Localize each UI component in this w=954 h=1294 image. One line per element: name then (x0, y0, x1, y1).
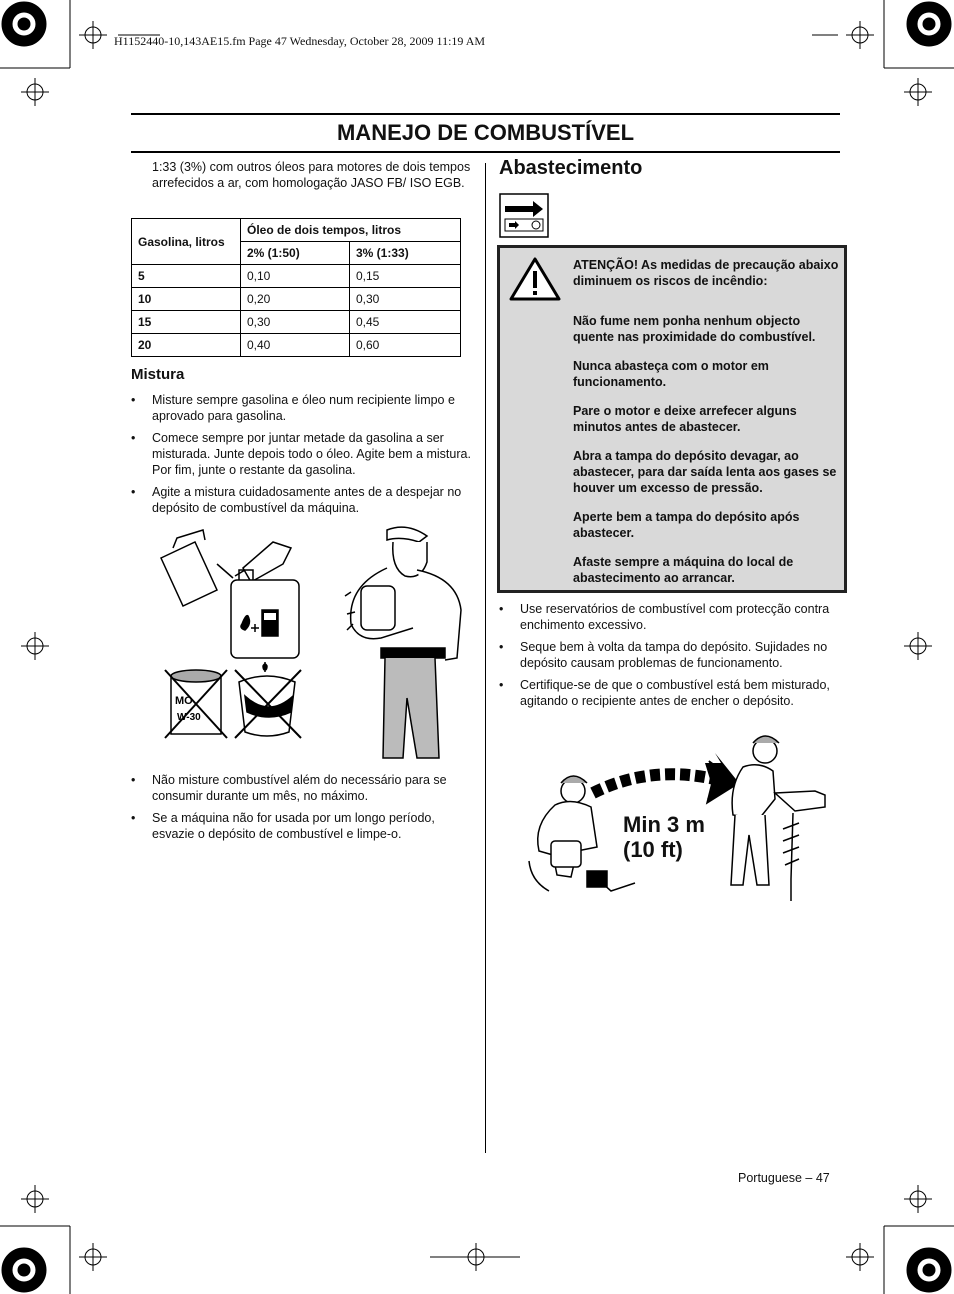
table-cell: 0,60 (350, 334, 461, 357)
list-item: • Certifique-se de que o combustível está bem misturado, agitando o recipiente antes de encher o depósito. (499, 677, 839, 709)
table-header-row (132, 219, 461, 242)
mistura-section (131, 366, 184, 383)
column-divider (485, 163, 486, 1153)
table-cell: 15 (132, 311, 241, 334)
table-cell: 0,45 (350, 311, 461, 334)
table-cell: 0,30 (350, 288, 461, 311)
warning-item: Pare o motor e deixe arrefecer alguns minutos antes de abastecer. (573, 404, 797, 434)
list-item: • Use reservatórios de combustível com protecção contra enchimento excessivo. (499, 601, 839, 633)
table-subheader: 3% (1:33) (350, 242, 461, 265)
warning-triangle-icon (509, 256, 561, 302)
mistura-heading: Mistura (131, 366, 185, 383)
can-label-2: W-30 (177, 712, 201, 723)
title-bar (131, 113, 840, 153)
distance-label (623, 812, 705, 862)
table-cell: 0,40 (241, 334, 350, 357)
page-title: MANEJO DE COMBUSTÍVEL (336, 120, 635, 145)
table-cell: 0,30 (241, 311, 350, 334)
list-item: • Se a máquina não for usada por um longo período, esvazie o depósito de combustível e limpe-o. (131, 810, 471, 842)
distance-line-1: Min 3 m (623, 812, 705, 837)
table-cell: 0,10 (241, 265, 350, 288)
warning-box (497, 245, 847, 593)
after-list (131, 772, 471, 848)
warning-item: Abra a tampa do depósito devagar, ao abastecer, para dar saída lenta aos gases se houver um excesso de pressão. (573, 449, 837, 495)
mix-table (131, 218, 461, 357)
warning-item: Nunca abasteça com o motor em funcionamento. (573, 359, 769, 389)
list-item: • Não misture combustível além do necessário para se consumir durante um mês, no máximo. (131, 772, 471, 804)
list-item: • Agite a mistura cuidadosamente antes de a despejar no depósito de combustível da máquina. (131, 484, 471, 516)
warning-item: Não fume nem ponha nenhum objecto quente nas proximidade do combustível. (573, 314, 816, 344)
can-label: MO (175, 695, 193, 707)
mistura-list (131, 392, 471, 522)
table-row (132, 288, 461, 311)
table-cell: 5 (132, 265, 241, 288)
table-cell: 20 (132, 334, 241, 357)
warning-text (573, 257, 843, 599)
table-row (132, 334, 461, 357)
mixing-illustration (155, 520, 470, 768)
warning-item: Afaste sempre a máquina do local de abastecimento ao arrancar. (573, 555, 794, 585)
table-cell: 0,20 (241, 288, 350, 311)
file-header: H1152440-10,143AE15.fm Page 47 Wednesday, October 28, 2009 11:19 AM (114, 34, 486, 48)
table-col-header: Gasolina, litros (132, 219, 241, 265)
table-row (132, 311, 461, 334)
list-item: • Seque bem à volta da tampa do depósito. Sujidades no depósito causam problemas de funcionamento. (499, 639, 839, 671)
list-item: • Comece sempre por juntar metade da gasolina a ser misturada. Junte depois todo o óleo. Agite bem a mistura. Por fim, junte o restante da gasolina. (131, 430, 471, 478)
abastecimento-heading: Abastecimento (499, 157, 643, 179)
table-row (132, 265, 461, 288)
warning-item: ATENÇÃO! As medidas de precaução abaixo diminuem os riscos de incêndio: (573, 258, 839, 288)
table-group-header: Óleo de dois tempos, litros (241, 219, 461, 242)
distance-line-2: (10 ft) (623, 837, 683, 862)
intro-text: 1:33 (3%) com outros óleos para motores de dois tempos arrefecidos a ar, com homologação JASO FB/ ISO EGB. (152, 160, 471, 190)
table-cell: 10 (132, 288, 241, 311)
manual-reference-icon (499, 193, 549, 238)
page-footer: Portuguese – 47 (738, 1171, 830, 1185)
table-subheader: 2% (1:50) (241, 242, 350, 265)
list-item: • Misture sempre gasolina e óleo num recipiente limpo e aprovado para gasolina. (131, 392, 471, 424)
warning-item: Aperte bem a tampa do depósito após abastecer. (573, 510, 800, 540)
abastecimento-list (499, 601, 839, 715)
table-cell: 0,15 (350, 265, 461, 288)
